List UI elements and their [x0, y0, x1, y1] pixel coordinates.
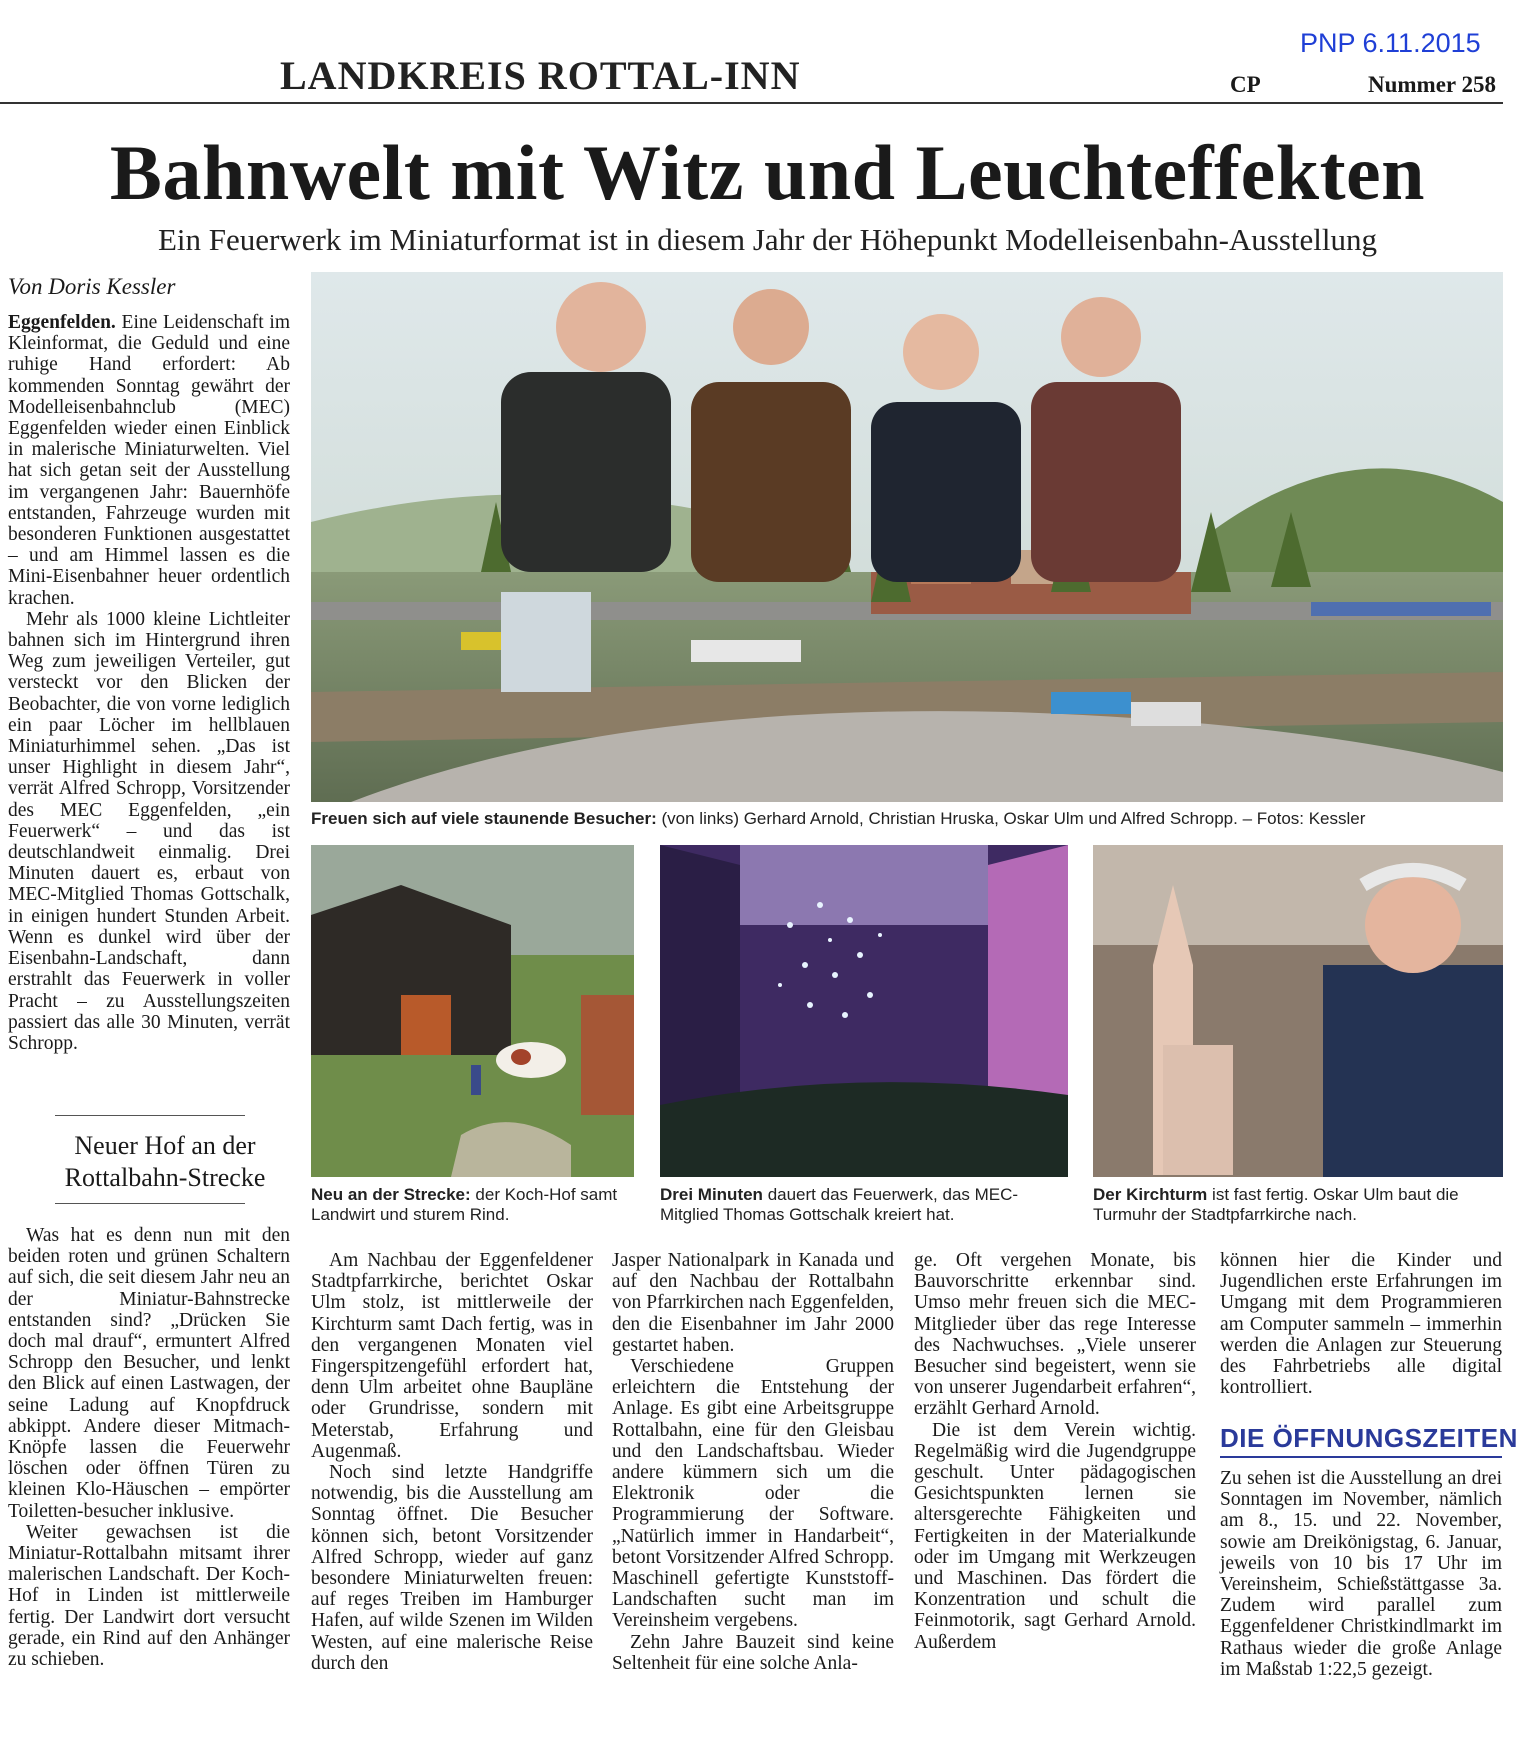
fireworks-photo: [660, 845, 1068, 1177]
info-box-rule: [1220, 1456, 1502, 1458]
subheadline: Ein Feuerwerk im Miniaturformat ist in diesem Jahr der Höhepunkt Modelleisenbahn-Ausstellung: [157, 222, 1378, 257]
church-photo-image: [1093, 845, 1503, 1177]
dateline: Eggenfelden.: [8, 312, 116, 333]
caption-bold: Der Kirchturm: [1093, 1185, 1208, 1204]
paragraph: Jasper Nationalpark in Kanada und auf den Nachbau der Rottalbahn von Pfarrkirchen nach Eggenfelden, den die Eisenbahner im Jahr 2000 gestartet haben.: [612, 1250, 894, 1356]
paragraph: Am Nachbau der Eggenfeldener Stadtpfarrkirche, berichtet Oskar Ulm stolz, ist mittlerweile der Kirchturm samt Dach fertig, was in den vergangenen Monaten viel Fingerspitzengefühl erfordert hat, denn Ulm arbeitet ohne Baupläne oder Grundrisse, sondern mit Meterstab, Erfahrung und Augenmaß.: [311, 1250, 593, 1462]
paragraph: Noch sind letzte Handgriffe notwendig, bis die Ausstellung am Sonntag öffnet. Die Besucher können sich, betont Vorsitzender Alfred Schropp, wieder auf ganz besondere Miniaturwelten freuen: auf reges Treiben im Hamburger Hafen, auf wilde Szenen im Wilden Westen, auf eine malerische Reise durch den: [311, 1462, 593, 1674]
church-photo-caption: [1093, 1185, 1503, 1225]
header-rule: [0, 102, 1503, 104]
article-column-3: [612, 1250, 894, 1674]
section-title: LANDKREIS ROTTAL-INN: [280, 53, 801, 98]
church-photo: [1093, 845, 1503, 1177]
paragraph: ge. Oft vergehen Monate, bis Bauvorschritte erkennbar sind. Umso mehr freuen sich die MEC-Mitglieder über das rege Interesse des Nachwuchses. „Viele unserer Besucher sind begeistert, wenn sie von unserer Jugendarbeit erfahren“, erzählt Gerhard Arnold.: [914, 1250, 1196, 1420]
paragraph: Mehr als 1000 kleine Lichtleiter bahnen sich im Hintergrund ihren Weg zum jeweiligen Verteiler, gut versteckt vor den Blicken der Beobachter, die von vorne lediglich ein paar Löcher im hellblauen Miniaturhimmel sehen. „Das ist unser Highlight in diesem Jahr“, verrät Alfred Schropp, Vorsitzender des MEC Eggenfelden, „ein Feuerwerk“ – und das ist deutschlandweit einmalig. Drei Minuten dauert es, erbaut von MEC-Mitglied Thomas Gottschalk, in einigen hundert Stunden Arbeit. Wenn es dunkel wird über der Eisenbahn-Landschaft, dann erstrahlt das Feuerwerk in voller Pracht – zu Ausstellungszeiten passiert das alle 30 Minuten, verrät Schropp.: [8, 608, 290, 1054]
caption-text: ist fast fertig. Oskar Ulm baut die Turmuhr der Stadtpfarrkirche nach.: [1093, 1185, 1459, 1224]
paragraph: Die ist dem Verein wichtig. Regelmäßig wird die Jugendgruppe geschult. Unter pädagogischen Gesichtspunkten lernen sie altersgerechte Fähigkeiten und Fertigkeiten in der Materialkunde oder im Umgang mit Werkzeugen und Maschinen. Das fördert die Konzentration und schult die Feinmotorik, sagt Gerhard Arnold. Außerdem: [914, 1419, 1196, 1653]
group-photo: [311, 272, 1503, 802]
farm-photo-image: [311, 845, 634, 1177]
paragraph: Zu sehen ist die Ausstellung an drei Sonntagen im November, nämlich am 8., 15. und 22. November, sowie am Dreikönigstag, 6. Januar, jeweils von 10 bis 17 Uhr im Vereinsheim, Schießstättgasse 3a. Zudem wird parallel zum Eggenfeldener Christkindlmarkt im Rathaus wieder die große Anlage im Maßstab 1:22,5 gezeigt.: [1220, 1468, 1502, 1680]
paragraph: können hier die Kinder und Jugendlichen erste Erfahrungen im Umgang mit dem Programmieren am Computer sammeln – immerhin werden die Anlagen zur Steuerung des Fahrbetriebs alle digital kontrolliert.: [1220, 1250, 1502, 1399]
info-box-heading: DIE ÖFFNUNGSZEITEN: [1220, 1423, 1518, 1453]
article-column-1: [8, 312, 290, 1054]
paragraph: Verschiedene Gruppen erleichtern die Entstehung der Anlage. Es gibt eine Arbeitsgruppe Rottalbahn, eine für den Gleisbau und den Landschaftsbau. Wieder andere kümmern sich um die Elektronik oder die Programmierung der Software. „Natürlich immer in Handarbeit“, betont Vorsitzender Alfred Schropp. Maschinell gefertigte Kunststoff-Landschaften sucht man im Vereinsheim vergebens.: [612, 1356, 894, 1632]
article-column-2: [311, 1250, 593, 1674]
caption-bold: Drei Minuten: [660, 1185, 763, 1204]
group-photo-image: [311, 272, 1503, 802]
paragraph: Eine Leidenschaft im Kleinformat, die Geduld und eine ruhige Hand erfordert: Ab kommenden Sonntag gewährt der Modelleisenbahnclub (MEC) Eggenfelden wieder einen Einblick in malerische Miniaturwelten. Viel hat sich getan seit der Ausstellung im vergangenen Jahr: Bauernhöfe entstanden, Fahrzeuge wurden mit besonderen Funktionen ausgestattet – und am Himmel lassen es die Mini-Eisenbahner heuer ordentlich krachen.: [8, 312, 290, 609]
issue-number: Nummer 258: [1368, 72, 1496, 97]
paragraph: Weiter gewachsen ist die Miniatur-Rottalbahn mitsamt ihrer malerischen Landschaft. Der Koch-Hof in Linden ist mittlerweile fertig. Der Landwirt dort versucht gerade, ein Rind auf den Anhänger zu schieben.: [8, 1521, 290, 1671]
paragraph: Was hat es denn nun mit den beiden roten und grünen Schaltern auf sich, die seit diesem Jahr neu an der Miniatur-Bahnstrecke entstanden sind? „Drücken Sie doch mal drauf“, ermuntert Alfred Schropp den Besucher, und lenkt den Blick auf einen Lastwagen, der seine Ladung auf Knopfdruck abkippt. Andere dieser Mitmach-Knöpfe lassen die Feuerwehr löschen oder öffnen Türen zu kleinen Klo-Häuschen – empörter Toiletten-besucher inklusive.: [8, 1225, 290, 1522]
caption-text: dauert das Feuerwerk, das MEC-Mitglied Thomas Gottschalk kreiert hat.: [660, 1185, 1019, 1224]
article-column-4: [914, 1250, 1196, 1653]
article-column-1b: [8, 1225, 290, 1670]
caption-bold: Freuen sich auf viele staunende Besucher:: [311, 809, 657, 828]
info-box-text: [1220, 1468, 1502, 1680]
main-photo-caption: [311, 809, 1503, 829]
headline: Bahnwelt mit Witz und Leuchteffekten: [109, 129, 1426, 216]
article-column-5: [1220, 1250, 1502, 1398]
paragraph: Zehn Jahre Bauzeit sind keine Seltenheit für eine solche Anla-: [612, 1631, 894, 1674]
box-rule-bottom: [55, 1203, 245, 1204]
caption-text: der Koch-Hof samt Landwirt und sturem Rind.: [311, 1185, 618, 1224]
caption-text: (von links) Gerhard Arnold, Christian Hruska, Oskar Ulm und Alfred Schropp. – Fotos: Kessler: [661, 809, 1366, 828]
caption-bold: Neu an der Strecke:: [311, 1185, 471, 1204]
box-rule-top: [55, 1115, 245, 1116]
farm-photo: [311, 845, 634, 1177]
fireworks-photo-caption: [660, 1185, 1068, 1225]
date-stamp: PNP 6.11.2015: [1300, 28, 1481, 58]
farm-photo-caption: [311, 1185, 634, 1225]
edition-code: CP: [1230, 72, 1261, 97]
fireworks-photo-image: [660, 845, 1068, 1177]
byline: Von Doris Kessler: [8, 274, 176, 299]
subheading: Neuer Hof an der Rottalbahn-Strecke: [64, 1131, 266, 1192]
